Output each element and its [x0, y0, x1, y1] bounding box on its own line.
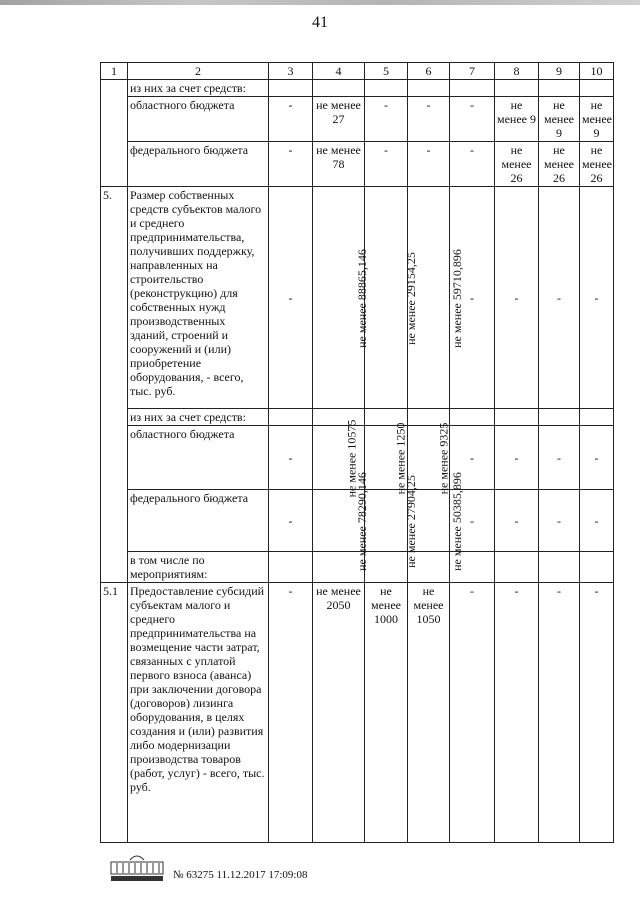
value-cell: -: [450, 187, 495, 409]
value-cell: -: [269, 426, 313, 490]
value-cell: -: [450, 142, 495, 187]
value-cell: -: [539, 583, 580, 843]
value-cell: -: [539, 490, 580, 552]
value-cell: не менее 26: [495, 142, 539, 187]
value-cell: не менее 88865,146: [354, 248, 369, 348]
number-cell: 5.1: [101, 583, 128, 843]
indicators-table: [100, 62, 614, 843]
value-cell: -: [269, 187, 313, 409]
label-cell: федерального бюджета: [128, 142, 269, 187]
value-cell: не менее 9: [580, 97, 614, 142]
table-row: [101, 80, 614, 97]
value-cell: -: [450, 490, 495, 552]
table-row: [101, 97, 614, 142]
value-cell: -: [365, 97, 408, 142]
value-cell: -: [365, 142, 408, 187]
value-cell: -: [450, 426, 495, 490]
document-registration-number: № 63275 11.12.2017 17:09:08: [173, 869, 308, 881]
table-row: [101, 583, 614, 843]
number-cell: 5.: [101, 187, 128, 583]
value-cell: не менее 2050: [313, 583, 365, 843]
value-cell: -: [495, 490, 539, 552]
value-cell: -: [269, 97, 313, 142]
header-cell: 6: [408, 63, 450, 80]
value-cell: -: [450, 97, 495, 142]
value-cell: не менее 10575: [344, 419, 359, 497]
value-cell: -: [580, 583, 614, 843]
label-cell: областного бюджета: [128, 97, 269, 142]
header-cell: 1: [101, 63, 128, 80]
value-cell: -: [408, 142, 450, 187]
value-cell: -: [495, 187, 539, 409]
value-cell: -: [580, 490, 614, 552]
header-cell: 2: [128, 63, 269, 80]
header-cell: 10: [580, 63, 614, 80]
value-cell: -: [495, 583, 539, 843]
header-cell: 8: [495, 63, 539, 80]
header-cell: 9: [539, 63, 580, 80]
header-row: [101, 63, 614, 80]
label-cell: в том числе по мероприятиям:: [128, 552, 269, 583]
value-cell: -: [580, 187, 614, 409]
header-cell: 7: [450, 63, 495, 80]
table-row: [101, 490, 614, 552]
page-number: 41: [312, 14, 328, 31]
value-cell: -: [495, 426, 539, 490]
table-row: [101, 142, 614, 187]
value-cell: -: [539, 426, 580, 490]
label-cell: федерального бюджета: [128, 490, 269, 552]
document-footer: [108, 850, 528, 890]
header-cell: 5: [365, 63, 408, 80]
label-cell: Размер собственных средств субъектов малого и среднего предпринимательства, получивших поддержку, направленных на строительство (реконструкцию) для собственных нужд производственных зданий, строений и сооружений и (или) приобретение оборудования, - всего, тыс. руб.: [128, 187, 269, 409]
registry-stamp-icon: [108, 850, 166, 884]
label-cell: из них за счет средств:: [128, 80, 269, 97]
value-cell: не менее 1000: [365, 583, 408, 843]
value-cell: не менее 26: [580, 142, 614, 187]
value-cell: -: [539, 187, 580, 409]
label-cell: Предоставление субсидий субъектам малого и среднего предпринимательства на возмещение части затрат, связанных с уплатой первого взноса (аванса) при заключении договора (договоров) лизинга оборудования, в целях создания и (или) развития либо модернизации производства товаров (работ, услуг) - всего, тыс. руб.: [128, 583, 269, 843]
number-cell: [101, 80, 128, 187]
table-row: [101, 187, 614, 409]
value-cell: не менее 9325: [436, 422, 451, 494]
label-cell: областного бюджета: [128, 426, 269, 490]
value-cell: -: [269, 490, 313, 552]
value-cell: не менее 9: [539, 97, 580, 142]
value-cell: -: [269, 142, 313, 187]
value-cell: не менее 59710,896: [449, 248, 464, 348]
value-cell: -: [408, 97, 450, 142]
value-cell: -: [450, 583, 495, 843]
value-cell: не менее 78: [313, 142, 365, 187]
value-cell: не менее 29154,25: [403, 251, 418, 345]
header-cell: 4: [313, 63, 365, 80]
value-cell: не менее 26: [539, 142, 580, 187]
value-cell: не менее 9: [495, 97, 539, 142]
value-cell: не менее 50385,896: [449, 471, 464, 571]
value-cell: не менее 1050: [408, 583, 450, 843]
label-cell: из них за счет средств:: [128, 409, 269, 426]
scan-top-edge: [0, 0, 640, 5]
value-cell: не менее 27904,25: [403, 474, 418, 568]
value-cell: -: [580, 426, 614, 490]
value-cell: не менее 78290,146: [354, 471, 369, 571]
value-cell: не менее 1250: [393, 422, 408, 494]
header-cell: 3: [269, 63, 313, 80]
value-cell: не менее 27: [313, 97, 365, 142]
value-cell: -: [269, 583, 313, 843]
